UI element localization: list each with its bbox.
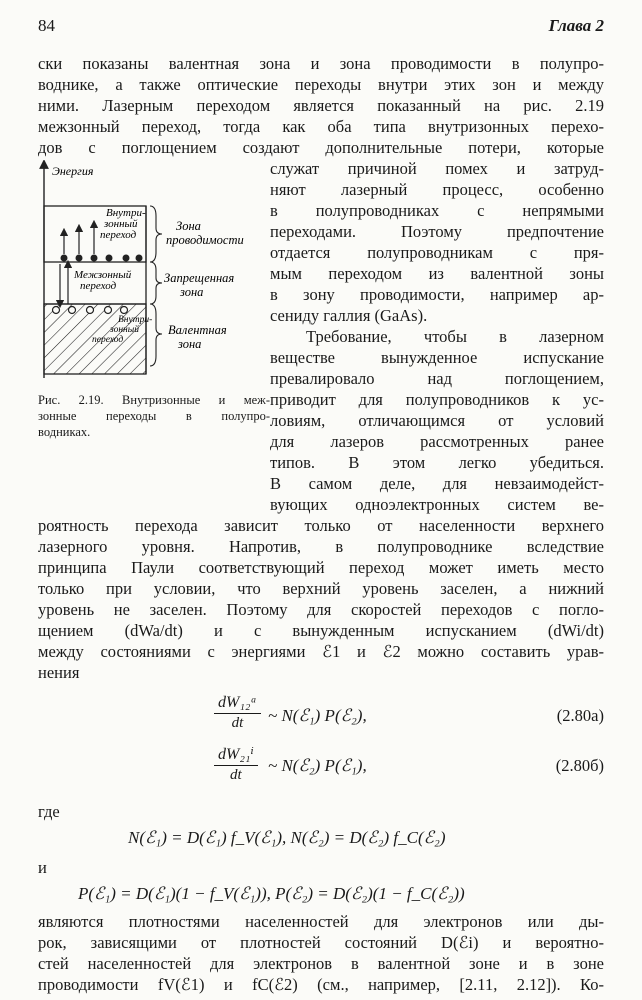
body-line: веществе вынужденное испускание — [270, 348, 604, 367]
eq1-label: (2.80а) — [556, 706, 604, 725]
svg-text:зона: зона — [180, 285, 204, 299]
body-line: между состояниями с энергиями ℰ1 и ℰ2 можно составить урав- — [38, 642, 604, 661]
body-line: щением (dWa/dt) и с вынужденным испусканием (dWi/dt) — [38, 621, 604, 640]
intraband-lower-label: Внутри- — [118, 315, 153, 325]
eq2-rhs: ~ N(ℰ₂) P(ℰ₁), — [268, 756, 367, 775]
body-line: для лазеров рассмотренных ранее — [270, 432, 604, 451]
and-word: и — [38, 858, 47, 877]
band-gap-label: Запрещенная — [164, 271, 235, 285]
body-line: превалировало над поглощением, — [270, 369, 604, 388]
intraband-upper-label: Внутри- — [106, 207, 146, 219]
body-line: уровень не заселен. Поэтому для скоростей переходов с погло- — [38, 600, 604, 619]
svg-text:проводимости: проводимости — [166, 233, 244, 247]
body-line: принципа Паули соответствующий переход может иметь место — [38, 558, 604, 577]
body-line: В самом деле, для невзаимодейст- — [270, 474, 604, 493]
body-line: только при условии, что верхний уровень заселен, а нижний — [38, 579, 604, 598]
svg-text:переход: переход — [80, 280, 117, 292]
eq2-label: (2.80б) — [555, 756, 604, 775]
svg-text:переход: переход — [92, 335, 124, 345]
figure-caption: Рис. 2.19. Внутризонные и меж- — [38, 393, 270, 407]
body-line: межзонный переход, тогда как оба типа внутризонных перехо- — [38, 117, 604, 136]
eq1-rhs: ~ N(ℰ₁) P(ℰ₂), — [268, 706, 367, 725]
body-line: рок, зависящими от плотностей состояний D(ℰi) и вероятно- — [38, 933, 604, 952]
figure-caption: зонные переходы в полупро- — [38, 409, 270, 423]
eq4: P(ℰ₁) = D(ℰ₁)(1 − f_V(ℰ₁)), P(ℰ₂) = D(ℰ₂)(1 − f_C(ℰ₂)) — [78, 884, 465, 903]
band-diagram — [38, 160, 270, 385]
interband-label: Межзонный — [74, 269, 132, 281]
body-line: мым переходом из валентной зоны — [270, 264, 604, 283]
body-line: нения — [38, 663, 80, 682]
body-line: типов. В этом легко убедиться. — [270, 453, 604, 472]
eq3: N(ℰ₁) = D(ℰ₁) f_V(ℰ₁), N(ℰ₂) = D(ℰ₂) f_C(ℰ₂) — [128, 828, 446, 847]
body-line: отдается полупроводникам с пря- — [270, 243, 604, 262]
valence-band-label: Валентная — [168, 323, 227, 337]
body-line: являются плотностями населенностей для электронов или ды- — [38, 912, 604, 931]
body-line: воднике, а также оптические переходы внутри этих зон и между — [38, 75, 604, 94]
body-line: роятность перехода зависит только от населенности верхнего — [38, 516, 604, 535]
body-line: проводимости fV(ℰ1) и fC(ℰ2) (см., например, [2.11, 2.12]). Ко- — [38, 975, 604, 994]
body-line: ски показаны валентная зона и зона проводимости в полупро- — [38, 54, 604, 73]
body-line: ними. Лазерным переходом является показанный на рис. 2.19 — [38, 96, 604, 115]
body-line: сениду галлия (GaAs). — [270, 306, 428, 325]
body-line: ловиям, отличающимся от условий — [270, 411, 604, 430]
page-header — [38, 16, 604, 40]
body-line: в полупроводниках с непрямыми — [270, 201, 604, 220]
body-line: служат причиной помех и затруд- — [270, 159, 604, 178]
figure-caption: водниках. — [38, 425, 91, 439]
body-line: вующих одноэлектронных систем ве- — [270, 495, 604, 514]
svg-text:переход: переход — [100, 229, 137, 241]
body-line: дов с поглощением создают дополнительные потери, которые — [38, 138, 604, 157]
eq1-fraction: $\frac{\text{dW₁₂ᵃ}}{dt}$ — [214, 694, 261, 732]
body-line: переходами. Поэтому предпочтение — [270, 222, 604, 241]
svg-text:зонный: зонный — [104, 218, 138, 230]
body-line: няют лазерный процесс, особенно — [270, 180, 604, 199]
page-number: 84 — [38, 16, 55, 35]
body-line: лазерного уровня. Напротив, в полупроводнике вследствие — [38, 537, 604, 556]
svg-text:зона: зона — [178, 337, 202, 351]
body-line: в зону проводимости, например ар- — [270, 285, 604, 304]
body-line: стей населенностей для электронов в валентной зоне и в зоне — [38, 954, 604, 973]
svg-text:зонный: зонный — [110, 325, 139, 335]
eq2-fraction: $\frac{\text{dW₂₁ⁱ}}{dt}$ — [214, 744, 258, 784]
where-word: где — [38, 802, 60, 821]
body-line: Требование, чтобы в лазерном — [306, 327, 604, 346]
energy-label: Энергия — [52, 164, 94, 178]
body-line: приводит для полупроводников к ус- — [270, 390, 604, 409]
conduction-band-label: Зона — [176, 219, 201, 233]
chapter-title: Глава 2 — [548, 16, 604, 35]
